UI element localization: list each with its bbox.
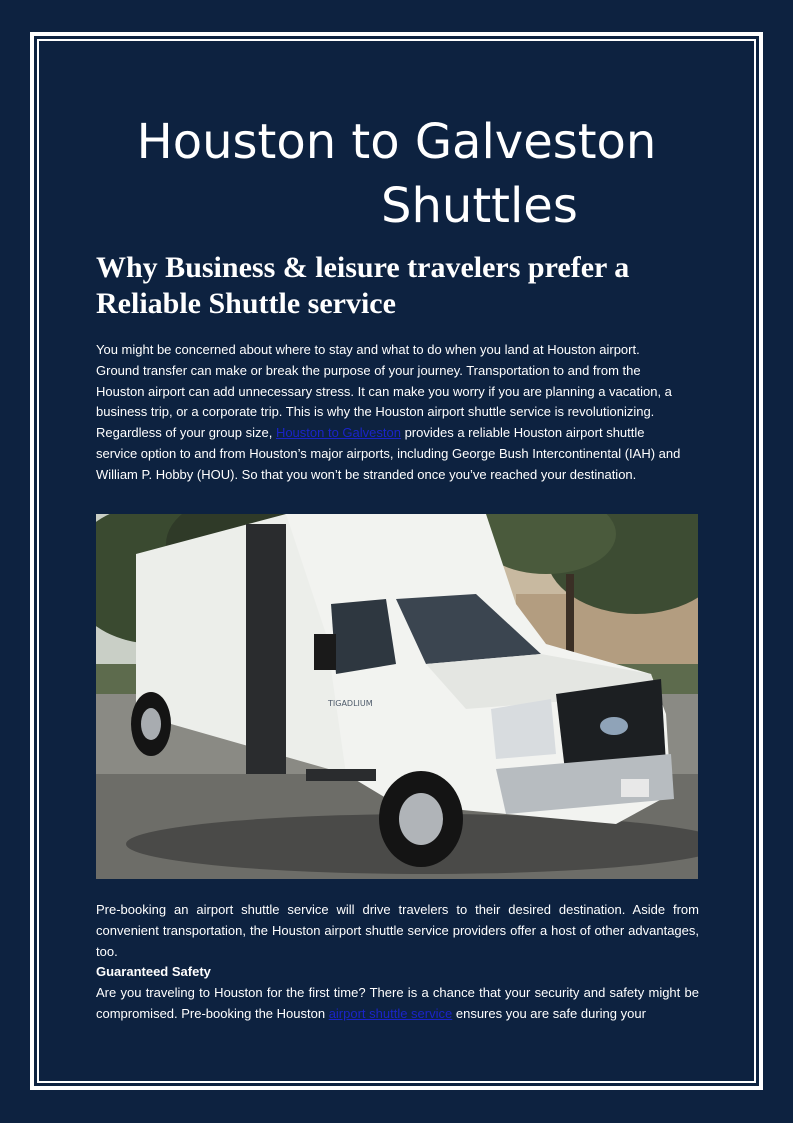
- safety-paragraph: [96, 983, 699, 1025]
- page-title: [0, 110, 793, 238]
- guaranteed-safety-heading: Guaranteed Safety: [96, 964, 211, 980]
- safety-text-start: Are you traveling to Houston for the first time? There is a chance that your security and safety might be compromised. Pre-booking the Houston: [96, 985, 699, 1021]
- intro-text-end: provides a reliable Houston airport shuttle service option to and from Houston’s major airports, including George Bush Intercontinental (IAH) and William P. Hobby (HOU). So that you won’t be stranded once you’ve reached your destination.: [96, 425, 681, 482]
- title-line-2: Shuttles: [381, 178, 578, 234]
- title-line-1: Houston to Galveston: [136, 114, 657, 170]
- airport-shuttle-service-link[interactable]: airport shuttle service: [328, 1005, 453, 1021]
- prebooking-paragraph: Pre-booking an airport shuttle service will drive travelers to their desired destination. Aside from convenient transportation, the Houston airport shuttle service providers offer a host of other advantages, too.: [96, 902, 699, 959]
- intro-paragraph: [96, 340, 686, 486]
- houston-to-galveston-link[interactable]: Houston to Galveston: [275, 425, 401, 441]
- bus-door-logo: TIGADLIUM: [328, 699, 373, 708]
- intro-text-start: You might be concerned about where to stay and what to do when you land at Houston airport. Ground transfer can make or break the purpose of your journey. Transportation to and from the Houston airport can add unnecessary stress. It can make you worry if you are planning a vacation, a business trip, or a corporate trip. This is why the Houston airport shuttle service is revolutionizing. Regardless of your group size,: [96, 342, 672, 441]
- section-subtitle: Why Business & leisure travelers prefer a Reliable Shuttle service: [96, 251, 630, 320]
- shuttle-bus-photo: [96, 514, 698, 879]
- body-section: [96, 900, 699, 1025]
- safety-text-end: ensures you are safe during your: [452, 1005, 646, 1021]
